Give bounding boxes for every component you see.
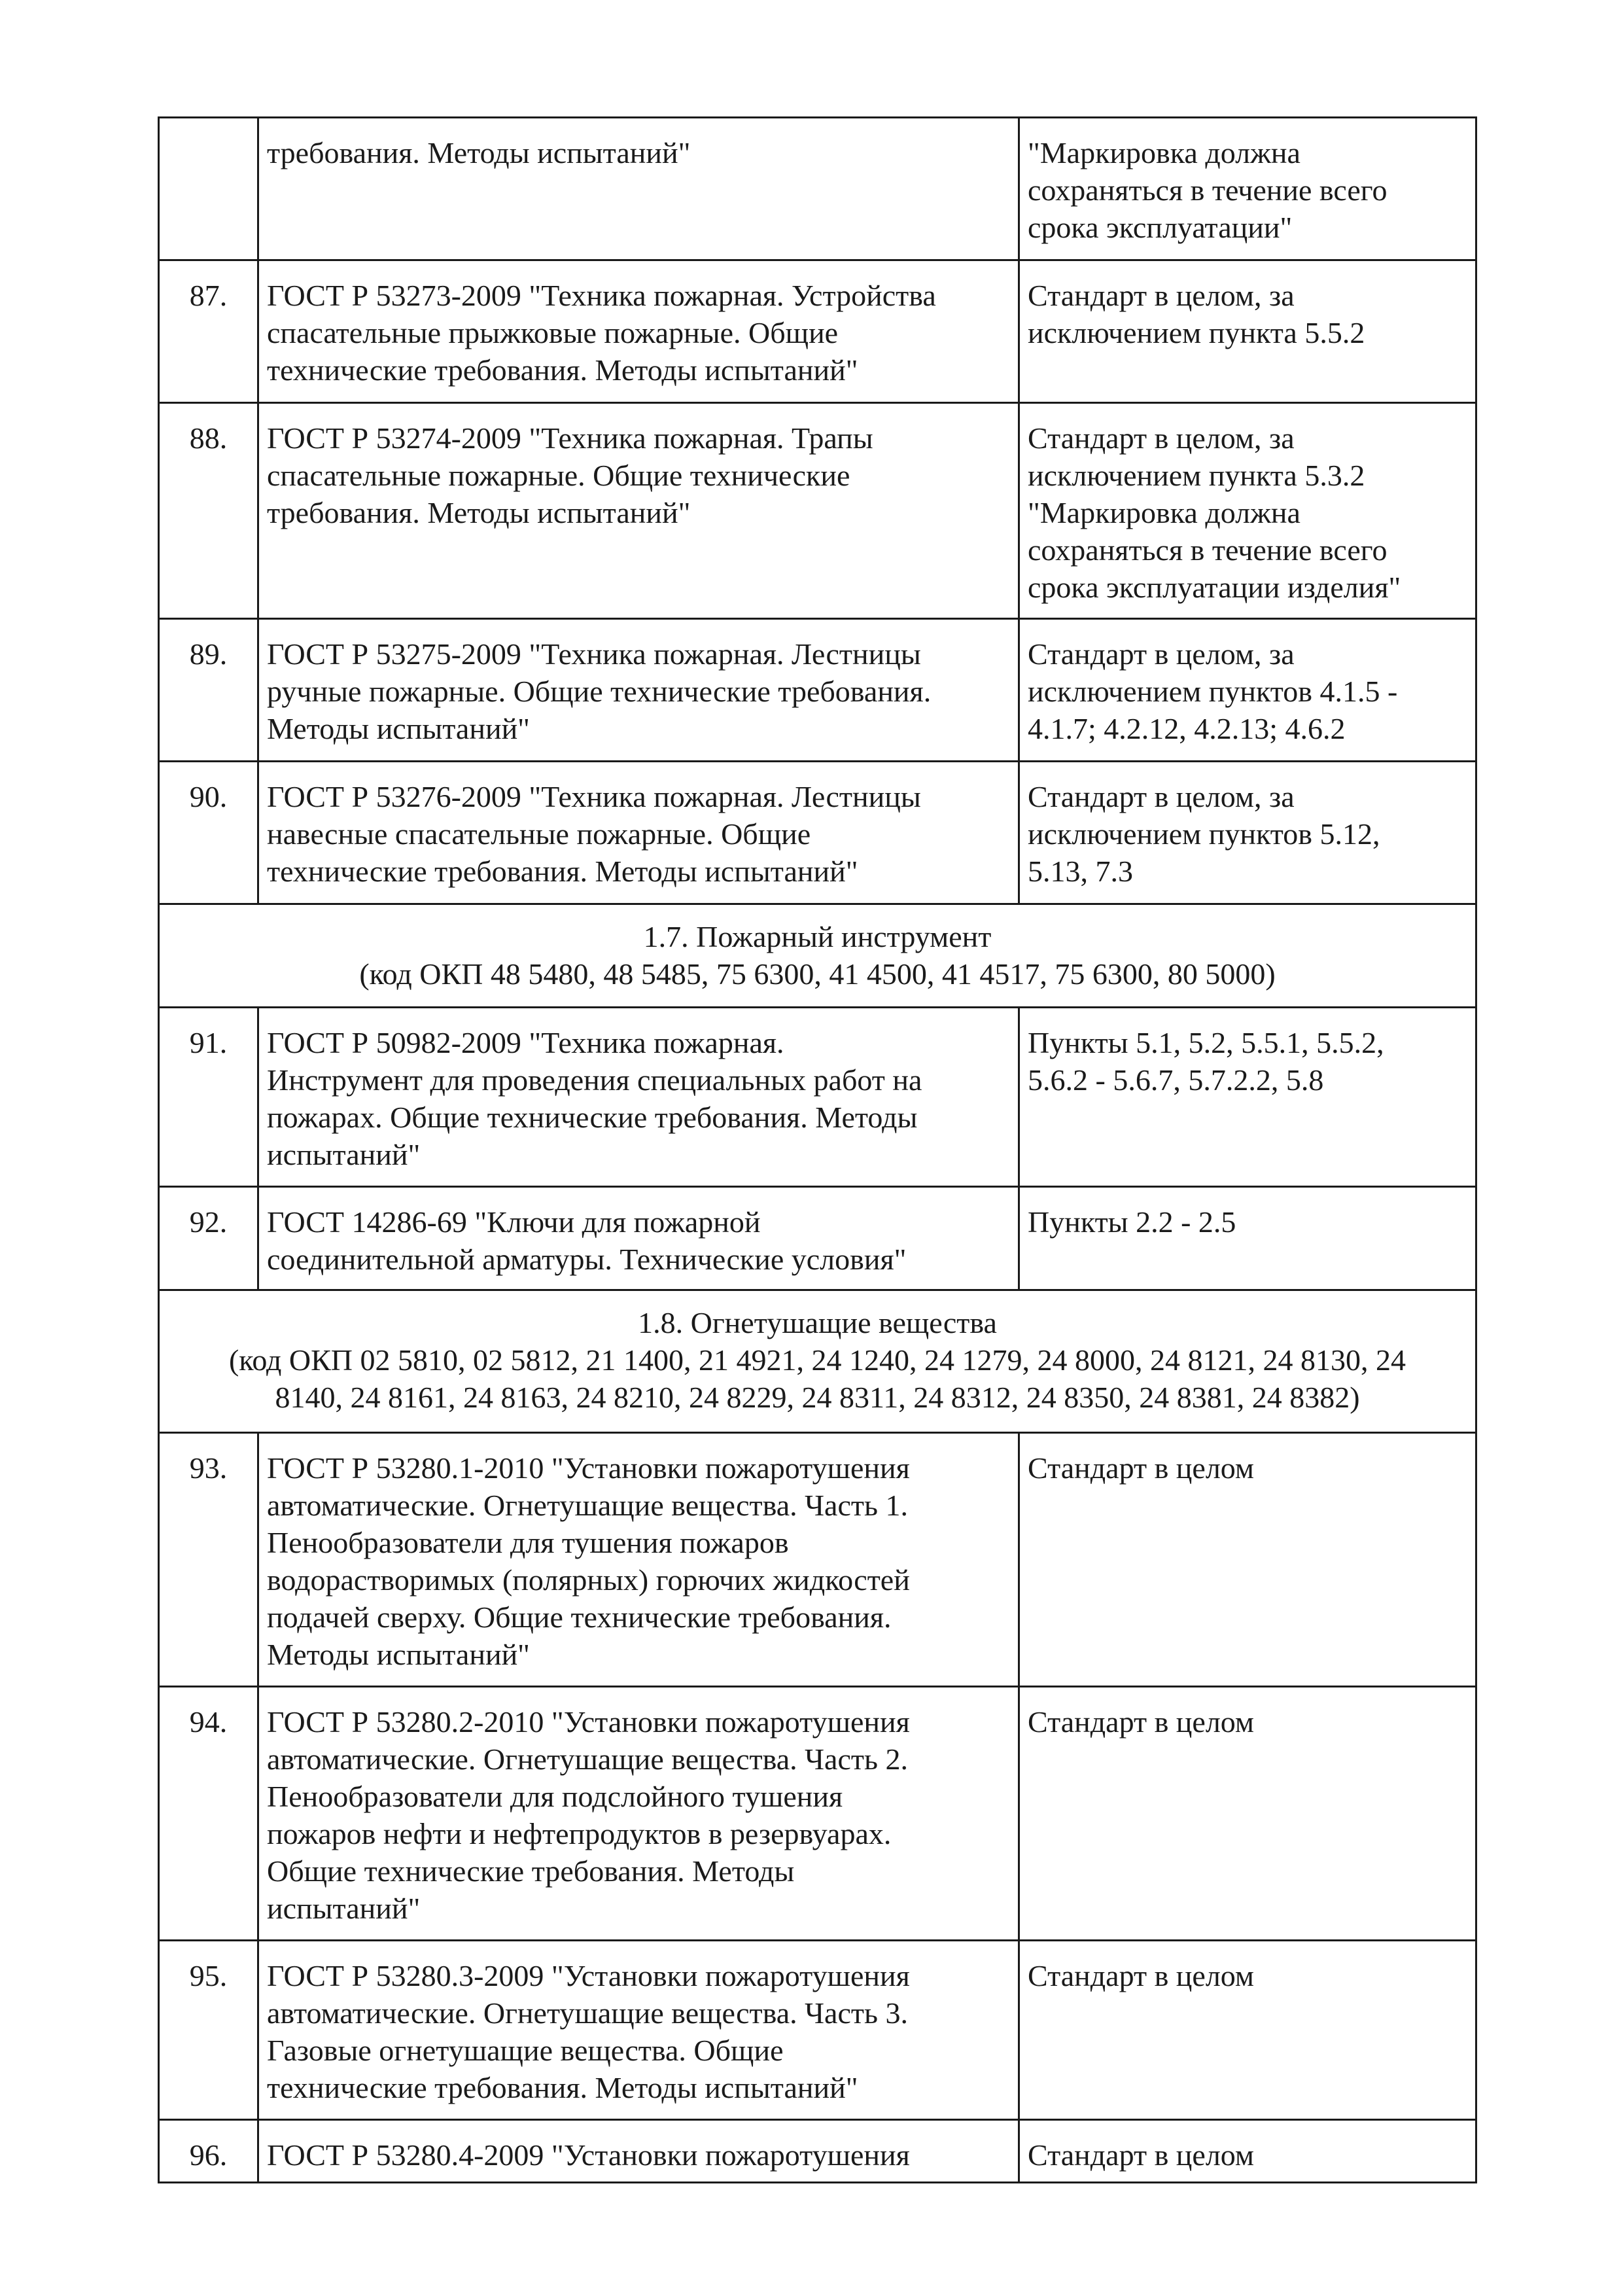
section-title: 1.7. Пожарный инструмент <box>643 920 992 953</box>
standard-title-cell: ГОСТ Р 53275-2009 "Техника пожарная. Лестницы ручные пожарные. Общие технические требования. Методы испытаний" <box>258 619 1019 762</box>
row-number-cell: 94. <box>159 1687 258 1941</box>
standard-title-cell: ГОСТ Р 53280.1-2010 "Установки пожаротушения автоматические. Огнетушащие вещества. Часть 1. Пенообразователи для тушения пожаров водорастворимых (полярных) горючих жидкостей подачей сверху. Общие технические требования. Методы испытаний" <box>258 1433 1019 1687</box>
scope-cell: Стандарт в целом, за исключением пунктов 4.1.5 - 4.1.7; 4.2.12, 4.2.13; 4.6.2 <box>1019 619 1476 762</box>
row-number-cell: 90. <box>159 762 258 904</box>
row-number-cell: 92. <box>159 1187 258 1290</box>
section-codes: (код ОКП 48 5480, 48 5485, 75 6300, 41 4500, 41 4517, 75 6300, 80 5000) <box>359 957 1276 991</box>
scope-cell: Стандарт в целом, за исключением пункта 5.5.2 <box>1019 260 1476 403</box>
section-header-row <box>159 1290 1476 1433</box>
table-row <box>159 619 1476 762</box>
scope-cell: Стандарт в целом <box>1019 2120 1476 2183</box>
scope-cell: Стандарт в целом <box>1019 1433 1476 1687</box>
table-row <box>159 260 1476 403</box>
row-number-cell: 96. <box>159 2120 258 2183</box>
table-row <box>159 1941 1476 2120</box>
row-number-cell <box>159 118 258 260</box>
standards-table <box>158 116 1477 2183</box>
row-number-cell: 89. <box>159 619 258 762</box>
standard-title-cell: ГОСТ 14286-69 "Ключи для пожарной соединительной арматуры. Технические условия" <box>258 1187 1019 1290</box>
standard-title-cell: ГОСТ Р 53280.2-2010 "Установки пожаротушения автоматические. Огнетушащие вещества. Часть 2. Пенообразователи для подслойного тушения пожаров нефти и нефтепродуктов в резервуарах. Общие технические требования. Методы испытаний" <box>258 1687 1019 1941</box>
table-row <box>159 403 1476 619</box>
row-number-cell: 95. <box>159 1941 258 2120</box>
scope-cell: Стандарт в целом <box>1019 1941 1476 2120</box>
standard-title-cell: ГОСТ Р 53273-2009 "Техника пожарная. Устройства спасательные прыжковые пожарные. Общие технические требования. Методы испытаний" <box>258 260 1019 403</box>
section-header-cell <box>159 1290 1476 1433</box>
scope-cell: Пункты 2.2 - 2.5 <box>1019 1187 1476 1290</box>
row-number-cell: 93. <box>159 1433 258 1687</box>
table-row <box>159 118 1476 260</box>
table-row <box>159 1687 1476 1941</box>
table-row <box>159 2120 1476 2183</box>
scope-cell: Стандарт в целом <box>1019 1687 1476 1941</box>
row-number-cell: 87. <box>159 260 258 403</box>
table-row <box>159 1187 1476 1290</box>
table-row <box>159 1008 1476 1187</box>
standard-title-cell: ГОСТ Р 53280.3-2009 "Установки пожаротушения автоматические. Огнетушащие вещества. Часть 3. Газовые огнетушащие вещества. Общие технические требования. Методы испытаний" <box>258 1941 1019 2120</box>
standard-title-cell: ГОСТ Р 53274-2009 "Техника пожарная. Трапы спасательные пожарные. Общие технические требования. Методы испытаний" <box>258 403 1019 619</box>
table-row <box>159 1433 1476 1687</box>
standard-title-cell: ГОСТ Р 53280.4-2009 "Установки пожаротушения <box>258 2120 1019 2183</box>
scope-cell: Пункты 5.1, 5.2, 5.5.1, 5.5.2, 5.6.2 - 5.6.7, 5.7.2.2, 5.8 <box>1019 1008 1476 1187</box>
scope-cell: "Маркировка должна сохраняться в течение всего срока эксплуатации" <box>1019 118 1476 260</box>
row-number-cell: 91. <box>159 1008 258 1187</box>
section-codes: (код ОКП 02 5810, 02 5812, 21 1400, 21 4921, 24 1240, 24 1279, 24 8000, 24 8121, 24 8130, 24 8140, 24 8161, 24 8163, 24 8210, 24 8229, 24 8311, 24 8312, 24 8350, 24 8381, 24 8382) <box>228 1343 1406 1414</box>
section-header-row <box>159 904 1476 1008</box>
section-title: 1.8. Огнетушащие вещества <box>638 1306 997 1339</box>
standard-title-cell: требования. Методы испытаний" <box>258 118 1019 260</box>
standard-title-cell: ГОСТ Р 53276-2009 "Техника пожарная. Лестницы навесные спасательные пожарные. Общие технические требования. Методы испытаний" <box>258 762 1019 904</box>
standard-title-cell: ГОСТ Р 50982-2009 "Техника пожарная. Инструмент для проведения специальных работ на пожарах. Общие технические требования. Методы испытаний" <box>258 1008 1019 1187</box>
section-header-cell <box>159 904 1476 1008</box>
scope-cell: Стандарт в целом, за исключением пунктов 5.12, 5.13, 7.3 <box>1019 762 1476 904</box>
scope-cell: Стандарт в целом, за исключением пункта 5.3.2 "Маркировка должна сохраняться в течение всего срока эксплуатации изделия" <box>1019 403 1476 619</box>
row-number-cell: 88. <box>159 403 258 619</box>
table-row <box>159 762 1476 904</box>
